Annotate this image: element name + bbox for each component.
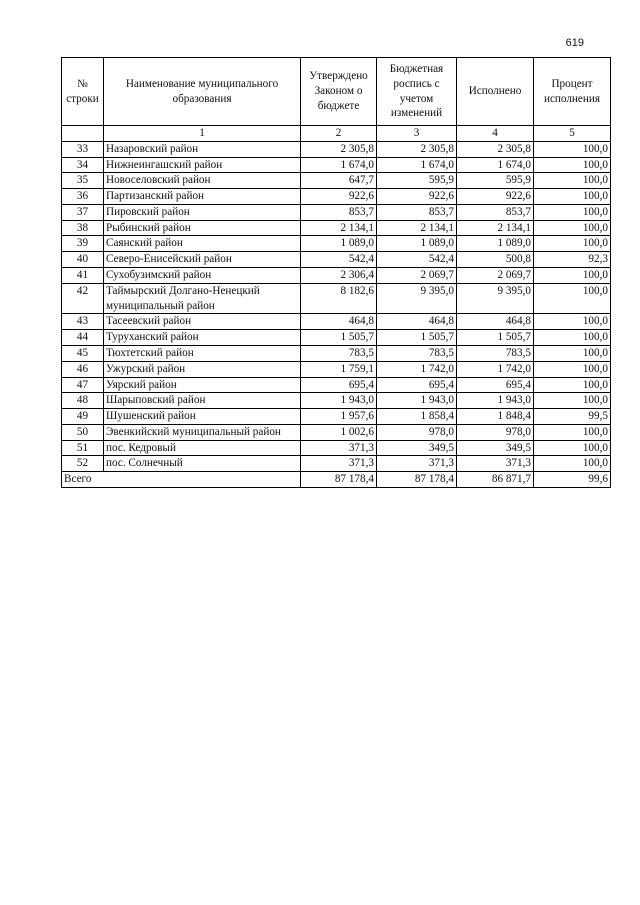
cell-name: Партизанский район [104,189,301,205]
cell-name: Назаровский район [104,141,301,157]
cell-name: пос. Кедровый [104,440,301,456]
cell-percent: 100,0 [534,157,611,173]
cell-revised: 1 089,0 [377,236,457,252]
total-revised: 87 178,4 [377,472,457,488]
header-row [62,58,611,126]
cell-row-no: 50 [62,424,104,440]
cell-revised: 595,9 [377,173,457,189]
cell-row-no: 45 [62,345,104,361]
cell-executed: 2 134,1 [457,220,534,236]
cell-row-no: 47 [62,377,104,393]
cell-percent: 100,0 [534,173,611,189]
column-index: 4 [457,126,534,142]
cell-row-no: 49 [62,409,104,425]
cell-name: Северо-Енисейский район [104,252,301,268]
cell-executed: 2 305,8 [457,141,534,157]
cell-row-no: 52 [62,456,104,472]
cell-approved: 1 674,0 [301,157,377,173]
cell-percent: 100,0 [534,268,611,284]
cell-approved: 695,4 [301,377,377,393]
total-percent: 99,6 [534,472,611,488]
cell-revised: 371,3 [377,456,457,472]
cell-approved: 1 089,0 [301,236,377,252]
cell-approved: 647,7 [301,173,377,189]
cell-executed: 1 674,0 [457,157,534,173]
total-row [62,472,611,488]
header-percent: Процент исполнения [534,58,611,126]
cell-name: Сухобузимский район [104,268,301,284]
cell-name: Новоселовский район [104,173,301,189]
cell-percent: 100,0 [534,220,611,236]
cell-row-no: 48 [62,393,104,409]
cell-executed: 1 742,0 [457,361,534,377]
cell-executed: 695,4 [457,377,534,393]
cell-row-no: 44 [62,330,104,346]
cell-executed: 783,5 [457,345,534,361]
cell-row-no: 42 [62,283,104,314]
cell-percent: 100,0 [534,424,611,440]
total-approved: 87 178,4 [301,472,377,488]
cell-percent: 100,0 [534,236,611,252]
cell-approved: 371,3 [301,456,377,472]
cell-name: Тюхтетский район [104,345,301,361]
cell-executed: 500,8 [457,252,534,268]
table-row [62,204,611,220]
cell-name: пос. Солнечный [104,456,301,472]
cell-approved: 542,4 [301,252,377,268]
table-row [62,252,611,268]
cell-percent: 100,0 [534,204,611,220]
cell-name: Тасеевский район [104,314,301,330]
table-row [62,268,611,284]
cell-executed: 9 395,0 [457,283,534,314]
cell-approved: 1 957,6 [301,409,377,425]
cell-name: Пировский район [104,204,301,220]
cell-row-no: 43 [62,314,104,330]
cell-revised: 853,7 [377,204,457,220]
cell-revised: 783,5 [377,345,457,361]
header-name: Наименование муниципального образования [104,58,301,126]
table-row [62,220,611,236]
cell-row-no: 37 [62,204,104,220]
cell-executed: 922,6 [457,189,534,205]
table-row [62,440,611,456]
table-row [62,456,611,472]
budget-execution-table [61,57,611,488]
cell-row-no: 36 [62,189,104,205]
cell-percent: 100,0 [534,393,611,409]
cell-row-no: 35 [62,173,104,189]
cell-name: Ужурский район [104,361,301,377]
table-row [62,345,611,361]
table-row [62,189,611,205]
cell-percent: 100,0 [534,456,611,472]
cell-approved: 2 305,8 [301,141,377,157]
cell-percent: 100,0 [534,440,611,456]
table-row [62,377,611,393]
cell-approved: 783,5 [301,345,377,361]
cell-approved: 2 306,4 [301,268,377,284]
total-executed: 86 871,7 [457,472,534,488]
cell-percent: 100,0 [534,283,611,314]
cell-executed: 978,0 [457,424,534,440]
cell-revised: 2 069,7 [377,268,457,284]
column-index: 5 [534,126,611,142]
cell-approved: 922,6 [301,189,377,205]
cell-percent: 100,0 [534,314,611,330]
cell-name: Таймырский Долгано-Ненецкий муниципальный район [104,283,301,314]
header-approved: Утверждено Законом о бюджете [301,58,377,126]
table-body [62,141,611,471]
cell-percent: 100,0 [534,345,611,361]
cell-revised: 978,0 [377,424,457,440]
table-row [62,236,611,252]
cell-approved: 1 759,1 [301,361,377,377]
cell-revised: 1 674,0 [377,157,457,173]
cell-executed: 595,9 [457,173,534,189]
cell-revised: 1 858,4 [377,409,457,425]
cell-executed: 853,7 [457,204,534,220]
cell-executed: 349,5 [457,440,534,456]
cell-name: Туруханский район [104,330,301,346]
table-row [62,361,611,377]
cell-name: Уярский район [104,377,301,393]
cell-percent: 100,0 [534,189,611,205]
cell-executed: 1 848,4 [457,409,534,425]
cell-revised: 1 742,0 [377,361,457,377]
table-row [62,283,611,314]
cell-name: Саянский район [104,236,301,252]
cell-revised: 542,4 [377,252,457,268]
page-number: 619 [565,37,584,49]
cell-approved: 464,8 [301,314,377,330]
column-index: 2 [301,126,377,142]
cell-approved: 1 943,0 [301,393,377,409]
table-row [62,173,611,189]
column-index-empty [62,126,104,142]
cell-revised: 695,4 [377,377,457,393]
cell-percent: 100,0 [534,377,611,393]
header-budget-list: Бюджетная роспись с учетом изменений [377,58,457,126]
column-index: 1 [104,126,301,142]
cell-row-no: 51 [62,440,104,456]
cell-row-no: 33 [62,141,104,157]
cell-revised: 464,8 [377,314,457,330]
cell-row-no: 46 [62,361,104,377]
cell-percent: 99,5 [534,409,611,425]
cell-row-no: 34 [62,157,104,173]
table-row [62,330,611,346]
table-row [62,141,611,157]
cell-name: Эвенкийский муниципальный район [104,424,301,440]
header-executed: Исполнено [457,58,534,126]
cell-percent: 100,0 [534,361,611,377]
cell-revised: 1 505,7 [377,330,457,346]
cell-percent: 100,0 [534,141,611,157]
cell-approved: 2 134,1 [301,220,377,236]
cell-revised: 349,5 [377,440,457,456]
column-index-row [62,126,611,142]
cell-percent: 100,0 [534,330,611,346]
cell-name: Нижнеингашский район [104,157,301,173]
column-index: 3 [377,126,457,142]
cell-executed: 1 943,0 [457,393,534,409]
cell-approved: 8 182,6 [301,283,377,314]
cell-row-no: 39 [62,236,104,252]
cell-name: Шарыповский район [104,393,301,409]
cell-revised: 922,6 [377,189,457,205]
cell-executed: 1 089,0 [457,236,534,252]
table-row [62,393,611,409]
header-row-no: № строки [62,58,104,126]
cell-row-no: 38 [62,220,104,236]
cell-row-no: 41 [62,268,104,284]
cell-executed: 371,3 [457,456,534,472]
cell-revised: 2 134,1 [377,220,457,236]
cell-percent: 92,3 [534,252,611,268]
cell-executed: 1 505,7 [457,330,534,346]
cell-name: Рыбинский район [104,220,301,236]
cell-approved: 371,3 [301,440,377,456]
cell-approved: 1 505,7 [301,330,377,346]
total-label: Всего [62,472,301,488]
table-row [62,157,611,173]
table-row [62,424,611,440]
cell-row-no: 40 [62,252,104,268]
cell-revised: 1 943,0 [377,393,457,409]
cell-executed: 2 069,7 [457,268,534,284]
cell-approved: 853,7 [301,204,377,220]
table-row [62,409,611,425]
table-row [62,314,611,330]
cell-executed: 464,8 [457,314,534,330]
cell-revised: 2 305,8 [377,141,457,157]
cell-approved: 1 002,6 [301,424,377,440]
cell-name: Шушенский район [104,409,301,425]
cell-revised: 9 395,0 [377,283,457,314]
